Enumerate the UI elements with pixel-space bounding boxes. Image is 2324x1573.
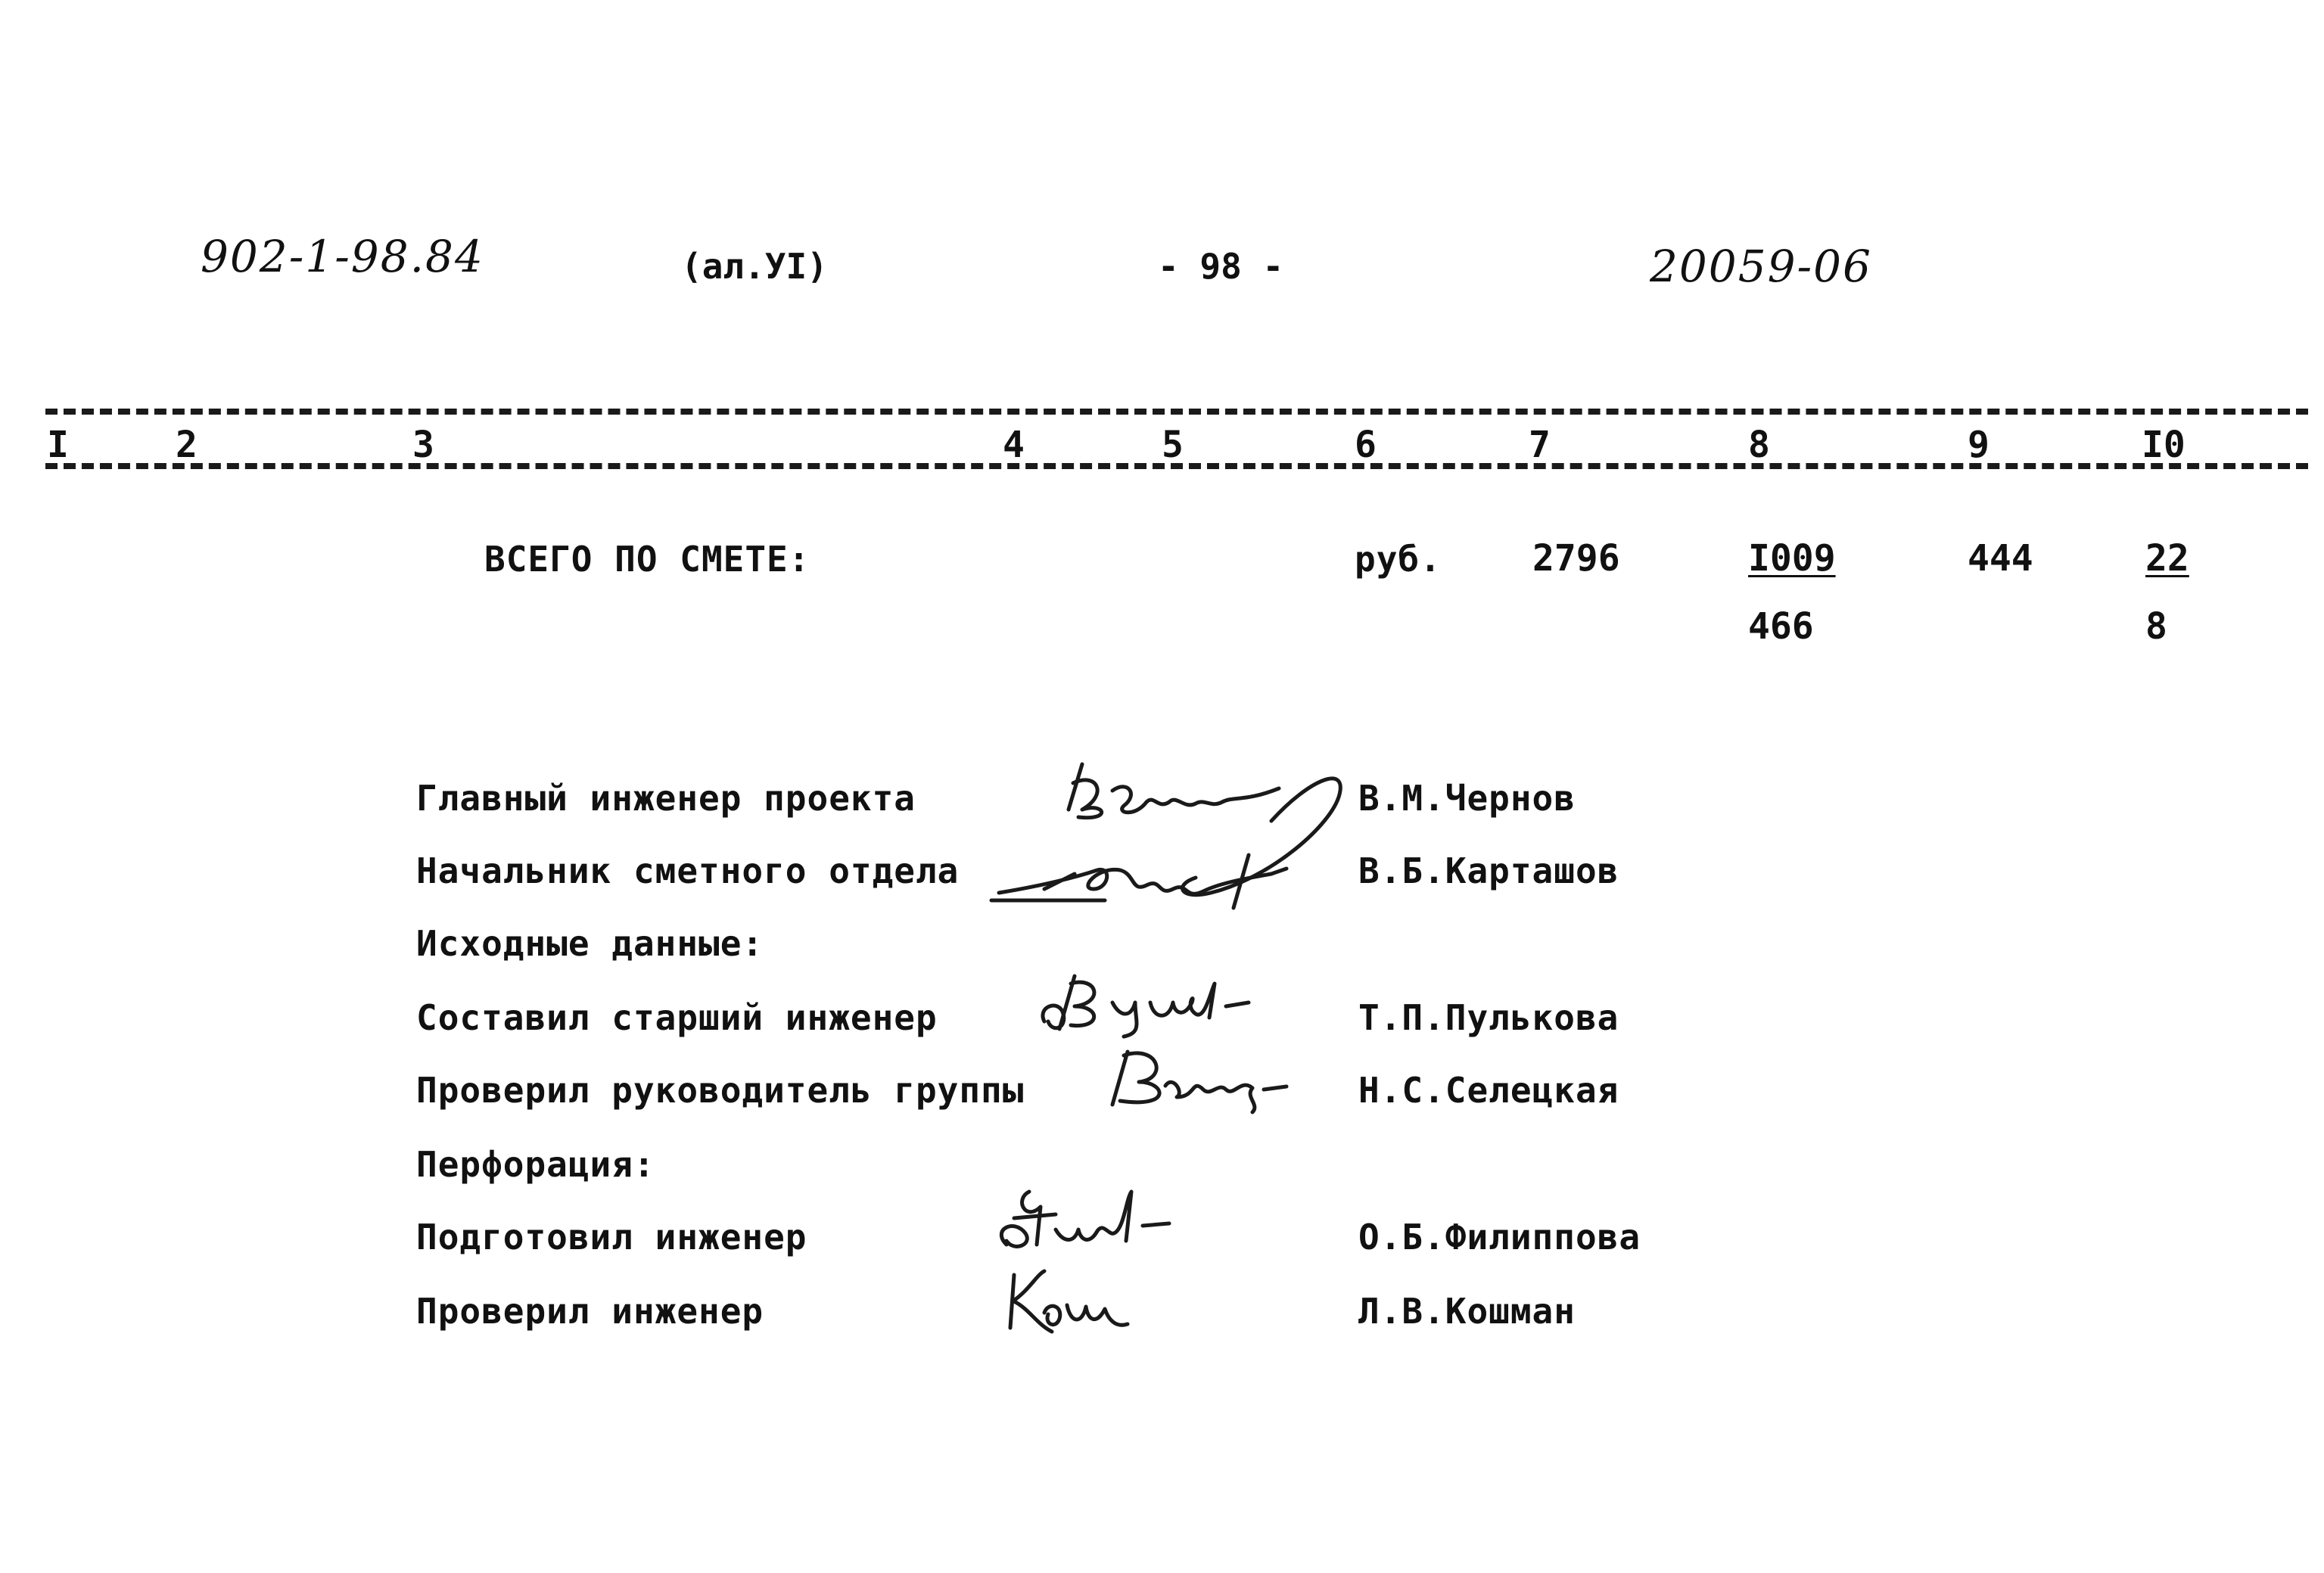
role-checked-by-lead: Проверил руководитель группы [416, 1070, 1025, 1111]
total-unit: руб. [1355, 539, 1442, 580]
total-col8-sub: 466 [1748, 605, 1814, 648]
estimate-id: 20059-06 [1650, 241, 1872, 292]
top-dashed-rule [45, 409, 2308, 415]
total-col7: 2796 [1532, 537, 1620, 580]
role-head-estimates: Начальник сметного отдела [416, 850, 960, 891]
signature-koshman [991, 1260, 1143, 1343]
total-col10-sub: 8 [2145, 605, 2167, 648]
signature-pulkova [1029, 961, 1271, 1044]
total-col9: 444 [1968, 537, 2033, 580]
name-filippova: О.Б.Филиппова [1358, 1217, 1641, 1257]
role-chief-engineer: Главный инженер проекта [416, 778, 916, 819]
total-col10: 22 [2145, 537, 2189, 580]
name-chernov: В.М.Чернов [1358, 778, 1576, 819]
column-header-9: 9 [1968, 424, 1990, 466]
total-col8: I009 [1748, 537, 1836, 580]
role-checked-by-engineer: Проверил инженер [416, 1291, 764, 1332]
column-header-10: I0 [2142, 424, 2186, 466]
name-kartashov: В.Б.Карташов [1358, 850, 1619, 891]
column-header-1: I [47, 424, 69, 466]
document-code: 902-1-98.84 [201, 231, 484, 282]
column-header-7: 7 [1529, 424, 1551, 466]
section-source-data: Исходные данные: [416, 923, 764, 964]
signature-filippova [984, 1177, 1211, 1267]
column-header-6: 6 [1355, 424, 1377, 466]
album-label: (ал.УI) [681, 246, 828, 287]
total-label: ВСЕГО ПО СМЕТЕ: [484, 539, 810, 580]
name-pulkova: Т.П.Пулькова [1358, 997, 1619, 1038]
signature-kartashov [984, 825, 1332, 931]
section-perforation: Перфорация: [416, 1144, 655, 1185]
column-header-3: 3 [412, 424, 434, 466]
column-header-5: 5 [1162, 424, 1184, 466]
role-prepared-by: Подготовил инженер [416, 1217, 807, 1257]
column-header-8: 8 [1748, 424, 1770, 466]
page-number: - 98 - [1158, 246, 1284, 287]
column-header-4: 4 [1003, 424, 1025, 466]
column-header-2: 2 [176, 424, 198, 466]
signature-seletskaya [1097, 1037, 1309, 1120]
name-koshman: Л.В.Кошман [1358, 1291, 1576, 1332]
name-seletskaya: Н.С.Селецкая [1358, 1070, 1619, 1111]
role-compiled-by: Составил старший инженер [416, 997, 938, 1038]
